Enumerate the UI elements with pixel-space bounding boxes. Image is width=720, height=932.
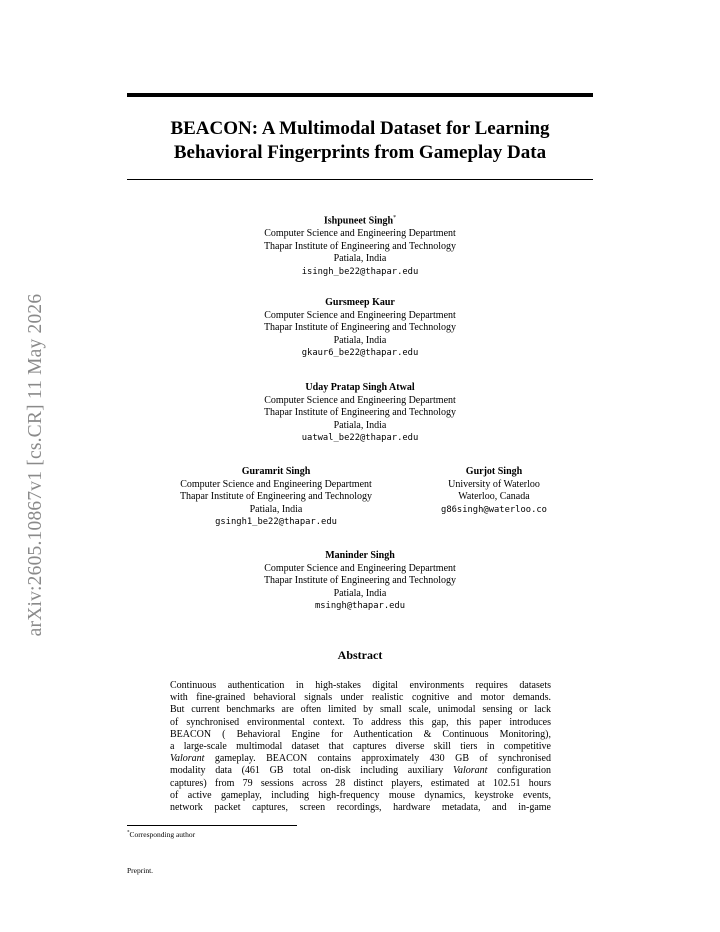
author-affiliation-line: Patiala, India	[333, 334, 387, 346]
paper-title	[127, 117, 593, 165]
abstract-line: of synchronised environmental context. To address this gap, this paper introduces	[170, 716, 551, 728]
author-email[interactable]: msingh@thapar.edu	[314, 601, 406, 612]
footnote-mark: *	[393, 215, 397, 221]
abstract-heading: Abstract	[337, 648, 383, 662]
author-block	[160, 550, 560, 613]
abstract-line: modality data (461 GB total on-disk including auxiliary Valorant configuration	[170, 765, 551, 777]
author-name: Gursmeep Kaur	[325, 297, 395, 308]
abstract-line: with fine-grained behavioral signals under realistic cognitive and motor demands.	[170, 692, 551, 704]
title-top-rule	[127, 93, 593, 97]
author-affiliation-line: Computer Science and Engineering Department	[264, 562, 456, 574]
title-line-2: Behavioral Fingerprints from Gameplay Data	[173, 142, 547, 163]
abstract-line: But current benchmarks are often limited by small scale, unimodal sensing or lack	[170, 704, 551, 716]
author-name: Gurjot Singh	[465, 466, 523, 477]
author-email[interactable]: uatwal_be22@thapar.edu	[301, 433, 419, 444]
author-email[interactable]: gkaur6_be22@thapar.edu	[301, 348, 419, 359]
footnote	[127, 830, 195, 839]
author-affiliation-line: Thapar Institute of Engineering and Technology	[263, 407, 457, 419]
author-name: Guramrit Singh	[241, 466, 311, 477]
author-name: Maninder Singh	[325, 550, 395, 561]
author-affiliation-line: Patiala, India	[333, 419, 387, 431]
footnote-text: Corresponding author	[129, 830, 196, 839]
title-line-1: BEACON: A Multimodal Dataset for Learning	[170, 118, 550, 139]
abstract-line: a large-scale multimodal dataset that captures diverse skill tiers in competitive	[170, 741, 551, 753]
abstract-line: captures) from 79 sessions across 28 distinct players, estimated at 102.51 hours	[170, 777, 551, 789]
arxiv-stamp: arXiv:2605.10867v1 [cs.CR] 11 May 2026	[25, 293, 46, 637]
abstract-line: Valorant gameplay. BEACON contains approximately 430 GB of synchronised	[170, 753, 551, 765]
author-block	[160, 297, 560, 360]
author-email[interactable]: isingh_be22@thapar.edu	[301, 266, 419, 277]
author-block	[414, 466, 574, 516]
author-affiliation-line: University of Waterloo	[448, 478, 540, 490]
author-affiliation-line: Thapar Institute of Engineering and Technology	[263, 322, 457, 334]
abstract-line: BEACON ( Behavioral Engine for Authentication & Continuous Monitoring),	[170, 728, 551, 740]
author-email[interactable]: g86singh@waterloo.co	[441, 504, 547, 515]
author-affiliation-line: Thapar Institute of Engineering and Technology	[263, 240, 457, 252]
abstract-body	[170, 680, 551, 814]
author-affiliation-line: Patiala, India	[333, 253, 387, 265]
author-affiliation-line: Patiala, India	[249, 503, 303, 515]
footnote-mark: *	[127, 830, 130, 836]
author-block	[151, 466, 401, 529]
author-affiliation-line: Thapar Institute of Engineering and Technology	[179, 491, 373, 503]
author-affiliation-line: Thapar Institute of Engineering and Technology	[263, 575, 457, 587]
author-email[interactable]: gsingh1_be22@thapar.edu	[215, 517, 337, 528]
abstract-line: Continuous authentication in high-stakes digital environments requires datasets	[170, 680, 551, 691]
author-name: Uday Pratap Singh Atwal	[305, 382, 415, 393]
preprint-label: Preprint.	[127, 866, 154, 875]
title-bottom-rule	[127, 179, 593, 180]
game-name: Valorant	[452, 765, 488, 777]
author-affiliation-line: Waterloo, Canada	[458, 491, 530, 503]
author-affiliation-line: Computer Science and Engineering Department	[264, 309, 456, 321]
abstract-line: network packet captures, screen recordings, hardware metadata, and in-game	[170, 802, 551, 814]
footnote-rule	[127, 825, 297, 826]
author-affiliation-line: Patiala, India	[333, 587, 387, 599]
game-name: Valorant	[170, 753, 205, 765]
author-name: Ishpuneet Singh*	[323, 215, 397, 227]
author-affiliation-line: Computer Science and Engineering Department	[180, 478, 372, 490]
author-affiliation-line: Computer Science and Engineering Department	[264, 394, 456, 406]
author-block	[160, 212, 560, 278]
author-affiliation-line: Computer Science and Engineering Department	[264, 227, 456, 239]
abstract-line: of active gameplay, including high-frequency mouse dynamics, keystroke events,	[170, 789, 551, 801]
author-block	[160, 382, 560, 445]
